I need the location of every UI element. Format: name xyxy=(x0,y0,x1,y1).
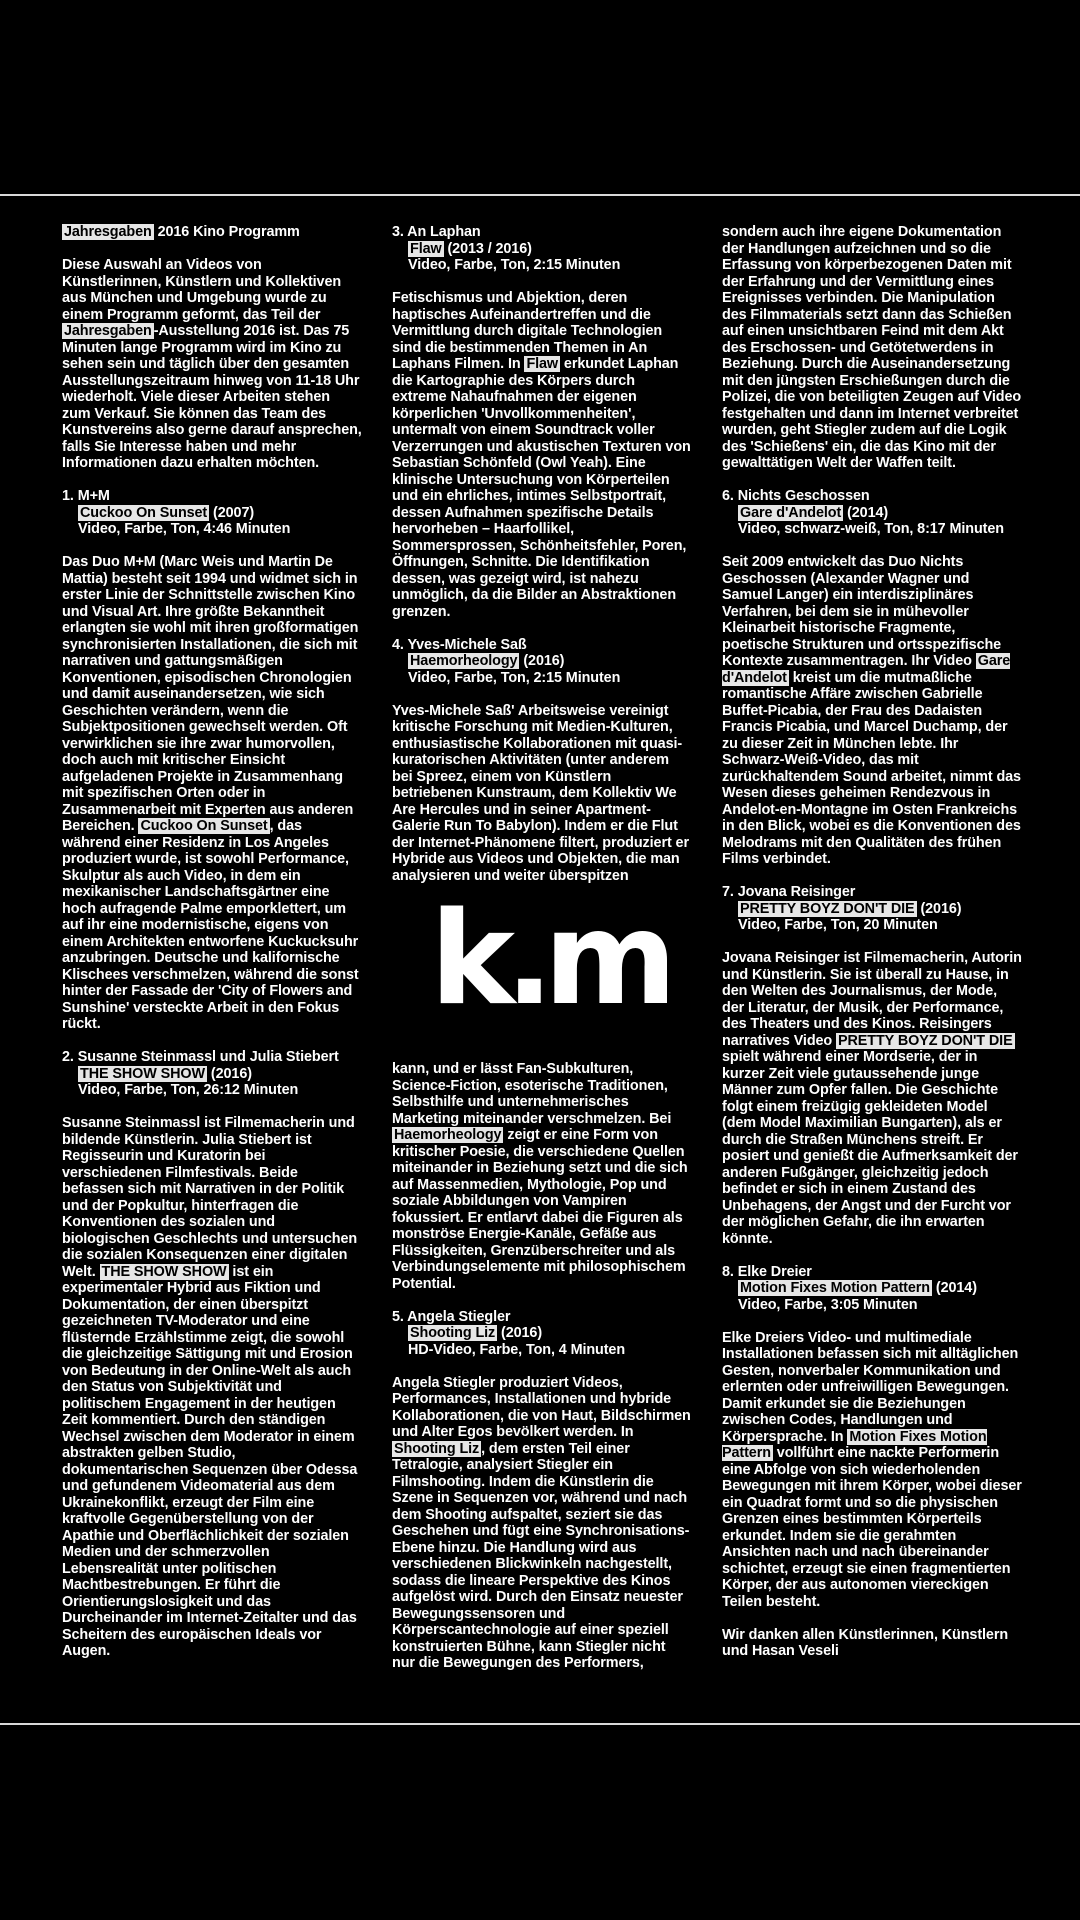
program-title: Jahresgaben 2016 Kino Programm xyxy=(64,224,300,240)
work-title: Gare d'Andelot xyxy=(740,504,842,521)
entry-1-heading: 1. M+M Cuckoo On Sunset (2007) Video, Farbe, Ton, 4:46 Minuten xyxy=(62,488,291,537)
work-title: Motion Fixes Motion Pattern xyxy=(740,1280,930,1296)
entry-7-text: Jovana Reisinger ist Filmemacherin, Autorin und Künstlerin. Sie ist überall zu Hause, in den Welten des Journalismus, der Mode, der Literatur, der Musik, der Performance, des Theaters und des Kinos. Reisingers narratives Video PRETTY BOYZ DON'T DIE spielt während einer Mordserie, der in kurzer Zeit viele gutaussehende junge Männer zum Opfer fallen. Die Geschichte folgt einem freizügig gekleideten Model (dem Model Maximilian Bungarten), als er durch die Straßen Münchens streift. Er posiert und genießt die Aufmerksamkeit der anderen Fußgänger, gleichzeitig jedoch befindet er sich in einem Zustand des Unbehagens, der Angst und der Furcht vor der möglichen Gefahr, die ihn erwarten könnte. xyxy=(722,950,1022,1247)
kunstverein-logo: k.m xyxy=(430,885,668,1034)
entry-4-text-a: Yves-Michele Saß' Arbeitsweise vereinigt kritische Forschung mit Medien-Kulturen, enthusiastische Kollaborationen mit quasi-kuratorischen Aktivitäten (unter anderem bei Spreez, einem von Künstlern betriebenen Kunstraum, dem Kollektiv We Are Hercules und in seiner Apartment-Galerie Run To Babylon). Indem er die Flut der Internet-Phänomene filtert, produziert er Hybride aus Videos und Objekten, die man analysieren und weiter überspitzen xyxy=(392,702,689,884)
entry-8-heading: 8. Elke Dreier Motion Fixes Motion Pattern (2014) Video, Farbe, 3:05 Minuten xyxy=(722,1263,977,1313)
entry-5-text-a: Angela Stiegler produziert Videos, Performances, Installationen und hybride Kollaborationen, die von Haut, Bildschirmen und Alter Egos bevölkert werden. In Shooting Liz , dem ersten Teil einer Tetralogie, analysiert Stiegler ein Filmshooting. Indem die Künstlerin die Szene in Sequenzen vor, während und nach dem Shooting aufspaltet, seziert sie das Geschehen und fügt eine Synchronisations-Ebene hinzu. Die Handlung wird aus verschiedenen Blickwinkeln nachgestellt, sodass die lineare Perspektive des Kinos aufgelöst wird. Durch den Einsatz neuester Bewegungssensoren und Körperscantechnologie auf einer speziell konstruierten Bühne, kann Stiegler nicht nur die Bewegungen des Performers, xyxy=(392,1374,691,1671)
entry-7-heading: 7. Jovana Reisinger PRETTY BOYZ DON'T DIE (2016) Video, Farbe, Ton, 20 Minuten xyxy=(722,884,962,933)
work-title: Haemorheology xyxy=(410,653,518,669)
entry-2-text: Susanne Steinmassl ist Filmemacherin und bildende Künstlerin. Julia Stiebert ist Regisseurin und Kuratorin bei verschiedenen Filmfestivals. Beide befassen sich mit Narrativen in der Politik und der Popkultur, hinterfragen die Konventionen des sozialen und biologischen Geschlechts und untersuchen die sozialen Konsequenzen einer digitalen Welt. THE SHOW SHOW ist ein experimentaler Hybrid aus Fiktion und Dokumentation, der einen überspitzt gezeichneten TV-Moderator und eine flüsternde Erzählstimme zeigt, die sowohl die gleichzeitige Sättigung mit und Erosion von Bedeutung in der Online-Welt als auch den Status von Subjektivität und politischem Engagement in der heutigen Zeit kommentiert. Durch den ständigen Wechsel zwischen dem Moderator in einem abstrakten gelben Studio, dokumentarischen Sequenzen über Odessa und gefundenem Videomaterial aus dem Ukrainekonflikt, erzeugt der Film eine kraftvolle Gegenüberstellung von der Apathie und Oberflächlichkeit der sozialen Medien und der schmerzvollen Lebensrealität unter politischen Machtbestrebungen. Er führt die Orientierungslosigkeit und das Durcheinander im Internet-Zeitalter und das Scheitern des europäischen Ideals vor Augen. xyxy=(62,1115,358,1659)
entry-6-text: Seit 2009 entwickelt das Duo Nichts Geschossen (Alexander Wagner und Samuel Langer) ein interdisziplinäres Verfahren, bei dem sie in mühevoller Kleinarbeit historische Fragmente, poetische Strukturen und ortsspezifische Kontexte zusammentragen. Ihr Video Gare d'Andelot kreist um die mutmaßliche romantische Affäre zwischen Gabrielle Buffet-Picabia, der Frau des Dadaisten Francis Picabia, und Marcel Duchamp, der zu dieser Zeit in München lebte. Ihr Schwarz-Weiß-Video, das mit zurückhaltendem Sound arbeitet, nimmt das Wesen dieses geheimen Rendezvous in Andelot-en-Montagne im Osten Frankreichs in den Blick, wobei es die Konventionen des Melodrams mit den Qualitäten des frühen Films verbindet. xyxy=(722,554,1021,867)
entry-4-text-b: kann, und er lässt Fan-Subkulturen, Science-Fiction, esoterische Traditionen, Selbsthilfe und unternehmerisches Marketing miteinander verschmelzen. Bei Haemorheology zeigt er eine Form von kritischer Poesie, die verschiedene Quellen miteinander in Beziehung setzt und die sich auf Massenmedien, Mythologie, Pop und soziale Abbildungen von Vampiren fokussiert. Er entlarvt dabei die Figuren als monströse Energie-Kanäle, Gefäße aus Flüssigkeiten, Grenzüberschreiter und als Verbindungselemente mit philosophischem Potential. xyxy=(392,1061,688,1292)
top-divider xyxy=(0,194,1080,196)
entry-5-heading: 5. Angela Stiegler Shooting Liz (2016) HD-Video, Farbe, Ton, 4 Minuten xyxy=(392,1308,626,1358)
work-title: PRETTY BOYZ DON'T DIE xyxy=(740,900,915,917)
thanks-note: Wir danken allen Künstlerinnen, Künstlern und Hasan Veseli xyxy=(722,1626,1009,1659)
entry-3-text: Fetischismus und Abjektion, deren haptisches Aufeinandertreffen und die Vermittlung durch digitale Technologien sind die bestimmenden Themen in An Laphans Filmen. In Flaw erkundet Laphan die Kartographie des Körpers durch extreme Nahaufnahmen der eigenen körperlichen 'Unvollkommenheiten', untermalt von einem Soundtrack voller Verzerrungen und akustischen Texturen von Sebastian Schönfeld (Owl Yeah). Eine klinische Untersuchung von Körperteilen und ein ehrliches, intimes Selbstportrait, dessen Aufnahmen spezifische Details hervorheben – Haarfollikel, Sommersprossen, Schönheitsfehler, Poren, Öffnungen, Schnitte. Die Identifikation dessen, was gezeigt wird, ist nahezu unmöglich, da die Bilder an Abstraktionen grenzen. xyxy=(392,290,691,620)
column-3 xyxy=(722,224,1022,1676)
work-title: THE SHOW SHOW xyxy=(80,1065,206,1082)
work-title: Flaw xyxy=(410,240,442,257)
entry-6-heading: 6. Nichts Geschossen Gare d'Andelot (2014) Video, schwarz-weiß, Ton, 8:17 Minuten xyxy=(722,488,1004,537)
top-black-band xyxy=(0,0,1080,194)
entry-4-heading: 4. Yves-Michele Saß Haemorheology (2016) Video, Farbe, Ton, 2:15 Minuten xyxy=(392,636,621,686)
entry-2-heading: 2. Susanne Steinmassl und Julia Stiebert THE SHOW SHOW (2016) Video, Farbe, Ton, 26:12 Minuten xyxy=(62,1049,339,1098)
column-2 xyxy=(392,224,692,901)
column-1 xyxy=(62,224,362,1676)
work-title: Shooting Liz xyxy=(410,1325,496,1341)
column-2-lower xyxy=(392,1061,692,1688)
work-title: Cuckoo On Sunset xyxy=(80,504,208,521)
entry-8-text: Elke Dreiers Video- und multimediale Installationen befassen sich mit alltäglichen Gesten, nonverbaler Kommunikation und erlernten oder unfreiwilligen Bewegungen. Damit erkundet sie die Beziehungen zwischen Codes, Handlungen und Körpersprache. In Motion Fixes Motion Pattern vollführt eine nackte Performerin eine Abfolge von sich wiederholenden Bewegungen mit ihrem Körper, wobei dieser ein Quadrat formt und so die physischen Grenzen eines bestimmten Körperteils erkundet. Indem sie die gerahmten Ansichten nach und nach übereinander schichtet, erzeugt sie einen fragmentierten Körper, der aus autonomen viereckigen Teilen besteht. xyxy=(722,1329,1022,1610)
entry-1-text: Das Duo M+M (Marc Weis und Martin De Mattia) besteht seit 1994 und widmet sich in erster Linie der Schnittstelle zwischen Kino und Visual Art. Ihre größte Bekanntheit erlangten sie wohl mit ihren großformatigen synchronisierten Installationen, die sich mit narrativen und gattungsmäßigen Konventionen, episodischen Chronologien und damit auseinandersetzen, wie sich Geschichten verändern, wenn die Subjektpositionen gewechselt werden. Oft verwirklichen sie ihre zwar humorvollen, doch auch mit kritischer Einsicht aufgeladenen Projekte in Zusammenhang mit spezifischen Orten oder in Zusammenarbeit mit Experten aus anderen Bereichen. Cuckoo On Sunset , das während einer Residenz in Los Angeles produziert wurde, ist sowohl Performance, Skulptur als auch Video, in dem ein mexikanischer Landschaftsgärtner eine hoch aufragende Palme emporklettert, um auf ihr eine modernistische, eigens von einem Architekten entworfene Kuckucksuhr anzubringen. Deutsche und kalifornische Klischees verschmelzen, während die sonst hinter der Fassade der 'City of Flowers and Sunshine' versteckte Arbeit in den Fokus rückt. xyxy=(62,554,359,1032)
bottom-divider xyxy=(0,1723,1080,1725)
intro-paragraph: Diese Auswahl an Videos von Künstlerinnen, Künstlern und Kollektiven aus München und Umgebung wurde zu einem Programm geformt, das Teil der Jahresgaben -Ausstellung 2016 ist. Das 75 Minuten lange Programm wird im Kino zu sehen sein und täglich über den gesamten Ausstellungszeitraum hinweg von 11-18 Uhr wiederholt. Viele dieser Arbeiten stehen zum Verkauf. Sie können das Team des Kunstvereins also gerne darauf ansprechen, falls Sie Interesse haben und mehr Informationen dazu erhalten möchten. xyxy=(62,257,362,471)
entry-3-heading: 3. An Laphan Flaw (2013 / 2016) Video, Farbe, Ton, 2:15 Minuten xyxy=(392,224,621,273)
entry-5-text-b: sondern auch ihre eigene Dokumentation der Handlungen aufzeichnen und so die Erfassung von körperbezogenen Daten mit der Erfahrung und der Vermittlung eines Ereignisses verbinden. Die Manipulation des Filmmaterials setzt dann das Schießen auf einen unsichtbaren Feind mit dem Akt des Erschossen- und Getötetwerdens in Beziehung. Durch die Auseinandersetzung mit den jüngsten Erschießungen durch die Polizei, die von beteiligten Zeugen auf Video festgehalten und dann im Internet verbreitet wurden, geht Stiegler zudem auf die Logik des 'Schießens' ein, die das Kino mit der gewalttätigen Welt der Waffen teilt. xyxy=(722,224,1022,471)
